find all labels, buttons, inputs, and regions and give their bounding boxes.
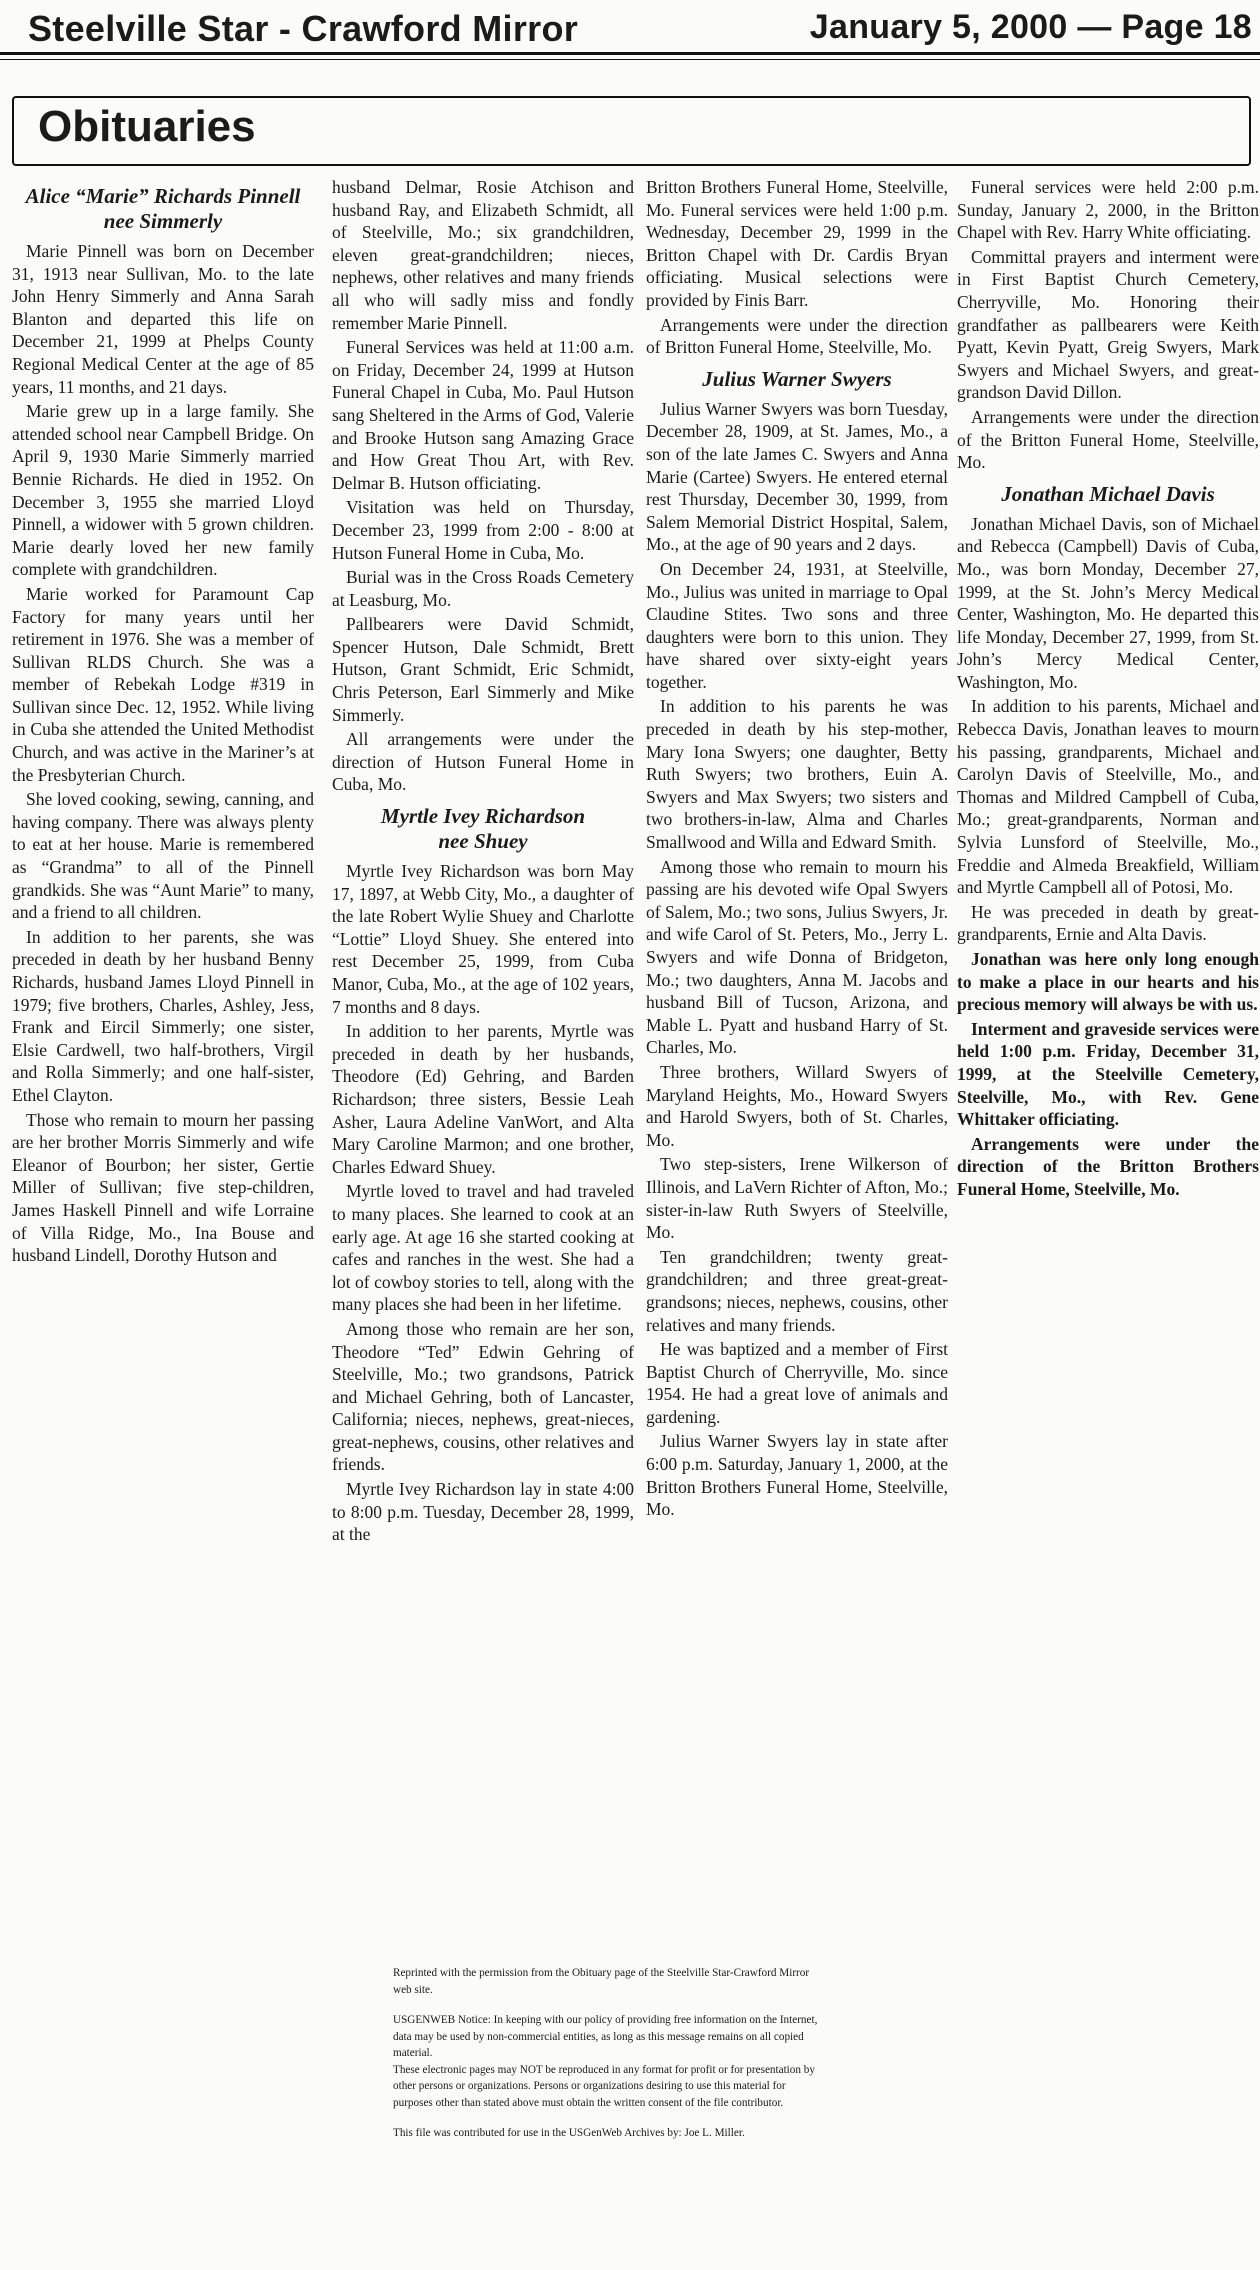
- obituary-paragraph: In addition to his parents he was preceded in death by his step-mother, Mary Iona Swyers; one daughter, Betty Ruth Swyers; two brothers, Euin A. Swyers and Max Swyers; two sisters and two brothers-in-law, Alma and Charles Smallwood and Willa and Edward Smith.: [646, 696, 948, 853]
- obituary-paragraph: Marie grew up in a large family. She attended school near Campbell Bridge. On April 9, 1930 Marie Simmerly married Bennie Richards. He died in 1952. On December 3, 1955 she married Lloyd Pinnell, a widower with 5 grown children. Marie dearly loved her new family complete with grandchildren.: [12, 401, 314, 580]
- obituary-headline: [332, 804, 634, 854]
- archive-footer: [393, 1965, 823, 2156]
- obituary-subhead: nee Simmerly: [103, 209, 223, 233]
- obituary-name: Alice “Marie” Richards Pinnell: [25, 184, 301, 208]
- section-title: Obituaries: [38, 102, 256, 151]
- obituary-paragraph: Myrtle loved to travel and had traveled to many places. She learned to cook at an early age. At age 16 she started cooking at cafes and ranches in the west. She had a lot of cowboy stories to tell, along with the many places she had been in her lifetime.: [332, 1181, 634, 1315]
- obituary-name: Julius Warner Swyers: [702, 366, 892, 391]
- column-4: [957, 176, 1259, 1203]
- obituary-paragraph: On December 24, 1931, at Steelville, Mo., Julius was united in marriage to Opal Claudine Stites. Two sons and three daughters were born to this union. They have shared over sixty-eight years together.: [646, 558, 948, 692]
- obituary-paragraph: Jonathan Michael Davis, son of Michael and Rebecca (Campbell) Davis of Cuba, Mo., was born Monday, December 27, 1999, at the St. John’s Mercy Medical Center, Washington, Mo. He departed this life Monday, December 27, 1999, from St. John’s Mercy Medical Center, Washington, Mo.: [957, 513, 1259, 692]
- obituary-paragraph: Among those who remain are her son, Theodore “Ted” Edwin Gehring of Steelville, Mo.; two grandsons, Patrick and Michael Gehring, both of Lancaster, California; nieces, nephews, great-nieces, great-nephews, cousins, other relatives and friends.: [332, 1318, 634, 1475]
- obituary-paragraph: Arrangements were under the direction of the Britton Funeral Home, Steelville, Mo.: [957, 406, 1259, 473]
- obituary-paragraph: Those who remain to mourn her passing are her brother Morris Simmerly and wife Eleanor of Bourbon; her sister, Gertie Miller of Sullivan; five step-children, James Haskell Pinnell and wife Lorraine of Villa Ridge, Mo., Ina Bouse and husband Lindell, Dorothy Hutson and: [12, 1109, 314, 1266]
- obituary-paragraph: She loved cooking, sewing, canning, and having company. There was always plenty to eat at her house. Marie is remembered as “Grandma” to all of the Pinnell grandkids. She was “Aunt Marie” to many, and a friend to all children.: [12, 789, 314, 923]
- obituary-paragraph: Jonathan was here only long enough to make a place in our hearts and his precious memory will always be with us.: [957, 949, 1259, 1015]
- obituary-headline: [646, 367, 948, 392]
- obituary-paragraph: Julius Warner Swyers lay in state after 6:00 p.m. Saturday, January 1, 2000, at the Britton Brothers Funeral Home, Steelville, Mo.: [646, 1431, 948, 1520]
- obituary-paragraph: He was baptized and a member of First Baptist Church of Cherryville, Mo. since 1954. He had a great love of animals and gardening.: [646, 1339, 948, 1427]
- masthead-rule-thin: [0, 59, 1260, 60]
- obituary-paragraph: Among those who remain to mourn his passing are his devoted wife Opal Swyers of Salem, Mo.; two sons, Julius Swyers, Jr. and wife Carol of St. Peters, Mo., Jerry L. Swyers and wife Donna of Bridgeton, Mo.; two daughters, Anna M. Jacobs and husband Bill of Tucson, Arizona, and Mable L. Pyatt and husband Harry of St. Charles, Mo.: [646, 856, 948, 1058]
- obituary-paragraph: Burial was in the Cross Roads Cemetery at Leasburg, Mo.: [332, 567, 634, 610]
- obituary-paragraph: Visitation was held on Thursday, December 23, 1999 from 2:00 - 8:00 at Hutson Funeral Home in Cuba, Mo.: [332, 497, 634, 563]
- obituary-paragraph: Committal prayers and interment were in First Baptist Church Cemetery, Cherryville, Mo. Honoring their grandfather as pallbearers were Keith Pyatt, Kevin Pyatt, Greig Swyers, Mark Swyers and Michael Swyers, and great-grandson David Dillon.: [957, 246, 1259, 403]
- obituary-paragraph: Interment and graveside services were held 1:00 p.m. Friday, December 31, 1999, at the Steelville Cemetery, Steelville, Mo., with Rev. Gene Whittaker officiating.: [957, 1018, 1259, 1130]
- obituary-paragraph: Britton Brothers Funeral Home, Steelville, Mo. Funeral services were held 1:00 p.m. Wednesday, December 29, 1999 in the Britton Chapel with Dr. Cardis Bryan officiating. Musical selections were provided by Finis Barr.: [646, 177, 948, 310]
- obituary-paragraph: Ten grandchildren; twenty great-grandchildren; and three great-great-grandsons; nieces, nephews, cousins, other relatives and many friends.: [646, 1246, 948, 1335]
- obituary-name: Myrtle Ivey Richardson: [380, 804, 586, 829]
- masthead-rule-thick: [0, 52, 1260, 55]
- obituary-paragraph: husband Delmar, Rosie Atchison and husband Ray, and Elizabeth Schmidt, all of Steelville, Mo.; six grandchildren, eleven great-grandchildren; nieces, nephews, other relatives and many friends all who will sadly miss and fondly remember Marie Pinnell.: [332, 177, 634, 333]
- dateline: January 5, 2000 — Page 18: [809, 8, 1252, 46]
- obituary-paragraph: All arrangements were under the direction of Hutson Funeral Home in Cuba, Mo.: [332, 729, 634, 795]
- obituary-paragraph: Three brothers, Willard Swyers of Maryland Heights, Mo., Howard Swyers and Harold Swyers, both of St. Charles, Mo.: [646, 1061, 948, 1150]
- obituary-paragraph: Funeral services were held 2:00 p.m. Sunday, January 2, 2000, in the Britton Chapel with Rev. Harry White officiating.: [957, 177, 1259, 243]
- obituary-paragraph: In addition to her parents, she was preceded in death by her husband Benny Richards, husband James Lloyd Pinnell in 1979; five brothers, Charles, Ashley, Jess, Frank and Eircil Simmerly; one sister, Elsie Cardwell, two half-brothers, Virgil and Rolla Simmerly; and one half-sister, Ethel Clayton.: [12, 926, 314, 1105]
- obituary-paragraph: Marie worked for Paramount Cap Factory for many years until her retirement in 1976. She was a member of Sullivan RLDS Church. She was a member of Rebekah Lodge #319 in Sullivan since Dec. 12, 1952. While living in Cuba she attended the United Methodist Church, and was active in the Mariner’s at the Presbyterian Church.: [12, 583, 314, 785]
- obituary-paragraph: In addition to his parents, Michael and Rebecca Davis, Jonathan leaves to mourn his passing, grandparents, Michael and Carolyn Davis of Steelville, Mo., and Thomas and Mildred Campbell of Cuba, Mo.; great-grandparents, Norman and Sylvia Lunsford of Steelville, Mo., Freddie and Almeda Breakfield, William and Myrtle Campbell all of Potosi, Mo.: [957, 696, 1259, 898]
- obituary-paragraph: Pallbearers were David Schmidt, Spencer Hutson, Dale Schmidt, Brett Hutson, Grant Schmidt, Eric Schmidt, Chris Peterson, Earl Simmerly and Mike Simmerly.: [332, 614, 634, 725]
- column-1: [12, 176, 314, 1269]
- obituary-paragraph: In addition to her parents, Myrtle was preceded in death by her husbands, Theodore (Ed) Gehring, and Barden Richardson; three sisters, Bessie Leah Asher, Laura Adeline VanWort, and Alta Mary Caroline Marmon; and one brother, Charles Edward Shuey.: [332, 1021, 634, 1177]
- column-2: [332, 176, 634, 1548]
- obituary-paragraph: Arrangements were under the direction of Britton Funeral Home, Steelville, Mo.: [646, 314, 948, 358]
- obituary-headline: [957, 482, 1259, 507]
- obituary-paragraph: Two step-sisters, Irene Wilkerson of Illinois, and LaVern Richter of Afton, Mo.; sister-in-law Ruth Swyers of Steelville, Mo.: [646, 1154, 948, 1243]
- obituary-paragraph: Marie Pinnell was born on December 31, 1913 near Sullivan, Mo. to the late John Henry Simmerly and Anna Sarah Blanton and departed this life on December 21, 1999 at Phelps County Regional Medical Center at the age of 85 years, 11 months, and 21 days.: [12, 241, 314, 397]
- reprint-note: Reprinted with the permission from the Obituary page of the Steelville Star-Crawford Mirror web site.: [393, 1967, 810, 1996]
- masthead: [8, 4, 1252, 48]
- obituary-paragraph: Arrangements were under the direction of the Britton Brothers Funeral Home, Steelville, Mo.: [957, 1133, 1259, 1199]
- bold-block: [957, 948, 1259, 1201]
- obituary-paragraph: Myrtle Ivey Richardson was born May 17, 1897, at Webb City, Mo., a daughter of the late Robert Wylie Shuey and Charlotte “Lottie” Lloyd Shuey. She entered into rest December 25, 1999, from Cuba Manor, Cuba, Mo., at the age of 102 years, 7 months and 8 days.: [332, 861, 634, 1017]
- obituary-paragraph: He was preceded in death by great-grandparents, Ernie and Alta Davis.: [957, 901, 1259, 945]
- usgenweb-notice: USGENWEB Notice: In keeping with our policy of providing free information on the Internet, data may be used by non-commercial entities, as long as this message remains on all copied material.: [393, 2014, 818, 2059]
- obituary-paragraph: Myrtle Ivey Richardson lay in state 4:00 to 8:00 p.m. Tuesday, December 28, 1999, at the: [332, 1479, 634, 1545]
- copyright-note: These electronic pages may NOT be reproduced in any format for profit or for presentation by other persons or organizations. Persons or organizations desiring to use this material for purposes other than stated above must obtain the written consent of the file contributor.: [393, 2063, 815, 2109]
- obituary-subhead: nee Shuey: [438, 829, 528, 854]
- newspaper-title: Steelville Star - Crawford Mirror: [28, 8, 579, 49]
- section-banner: [12, 96, 1251, 166]
- column-3: [646, 176, 948, 1523]
- obituary-headline: [12, 184, 314, 234]
- contributor-note: This file was contributed for use in the USGenWeb Archives by: Joe L. Miller.: [393, 2127, 745, 2139]
- obituary-paragraph: Julius Warner Swyers was born Tuesday, December 28, 1909, at St. James, Mo., a son of the late James C. Swyers and Anna Marie (Cartee) Swyers. He entered eternal rest Thursday, December 30, 1999, from Salem Memorial District Hospital, Salem, Mo., at the age of 90 years and 2 days.: [646, 398, 948, 555]
- obituary-paragraph: Funeral Services was held at 11:00 a.m. on Friday, December 24, 1999 at Hutson Funeral Chapel in Cuba, Mo. Paul Hutson sang Sheltered in the Arms of God, Valerie and Brooke Hutson sang Amazing Grace and How Great Thou Art, with Rev. Delmar B. Hutson officiating.: [332, 337, 634, 493]
- obituary-name: Jonathan Michael Davis: [1001, 481, 1215, 506]
